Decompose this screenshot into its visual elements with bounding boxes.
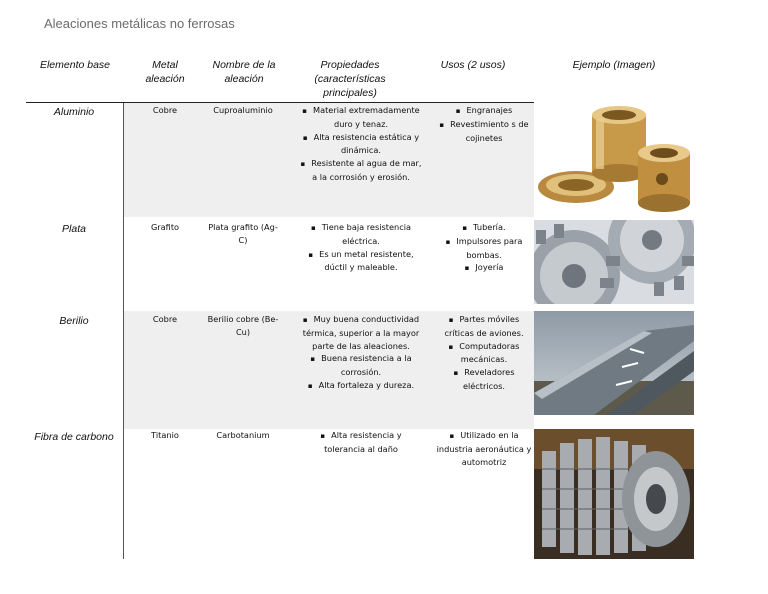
property-item: ▪ Muy buena conductividad térmica, superior a la mayor parte de las aleaciones. [300,313,422,352]
row-uses-list [436,429,532,468]
row-uses-list [436,104,532,144]
row-base-aluminio: Aluminio [53,106,95,118]
document-title: Aleaciones metálicas no ferrosas [44,16,235,31]
row-metal: Titanio [151,430,179,440]
use-item: ▪ Reveladores eléctricos. [436,366,532,393]
row-metal: Cobre [152,105,178,115]
property-item: ▪ Buena resistencia a la corrosión. [300,352,422,379]
row-properties-list [300,104,422,184]
header-uses: Usos (2 usos) [440,59,506,71]
property-item: ▪ Tiene baja resistencia eléctrica. [300,221,422,248]
use-item: ▪ Computadoras mecánicas. [436,340,532,367]
row-properties-list [300,429,422,456]
use-item: ▪ Impulsores para bombas. [436,235,532,262]
use-item: ▪ Utilizado en la industria aeronáutica y automotriz [436,429,532,468]
row-base-berilio: Berilio [59,315,89,327]
header-properties: Propiedades (características principales) [314,59,386,99]
use-item: ▪ Engranajes [436,104,532,118]
header-base: Elemento base [39,59,111,71]
use-item: ▪ Tubería. [436,221,532,235]
property-item: ▪ Es un metal resistente, dúctil y maleable. [300,248,422,275]
use-item: ▪ Partes móviles críticas de aviones. [436,313,532,340]
property-item: ▪ Alta resistencia estática y dinámica. [300,131,422,158]
header-alloy-name: Nombre de la aleación [212,59,276,85]
gears-image [534,220,694,304]
row-alloy-name: Cuproaluminio [213,105,273,115]
bronze-bushings-image [534,103,694,215]
row-base-plata: Plata [62,223,86,235]
row-metal: Cobre [152,314,178,324]
use-item: ▪ Revestimiento s de cojinetes [436,118,532,145]
use-item: ▪ Joyería [436,261,532,275]
property-item: ▪ Resistente al agua de mar, a la corrosión y erosión. [300,157,422,184]
property-item: ▪ Alta fortaleza y dureza. [300,379,422,393]
airplane-wing-image [534,311,694,415]
header-example: Ejemplo (Imagen) [572,59,656,71]
row-uses-list [436,221,532,275]
property-item: ▪ Material extremadamente duro y tenaz. [300,104,422,131]
row-base-fibra-de-carbono: Fibra de carbono [34,431,114,443]
row-alloy-name: Carbotanium [216,430,270,440]
property-item: ▪ Alta resistencia y tolerancia al daño [300,429,422,456]
header-metal: Metal aleación [145,59,185,85]
row-metal: Grafito [150,222,180,232]
row-alloy-name: Berilio cobre (Be-Cu) [207,314,279,337]
turbine-image [534,429,694,559]
row-uses-list [436,313,532,393]
row-properties-list [300,313,422,393]
row-alloy-name: Plata grafito (Ag-C) [208,222,278,245]
row-properties-list [300,221,422,274]
